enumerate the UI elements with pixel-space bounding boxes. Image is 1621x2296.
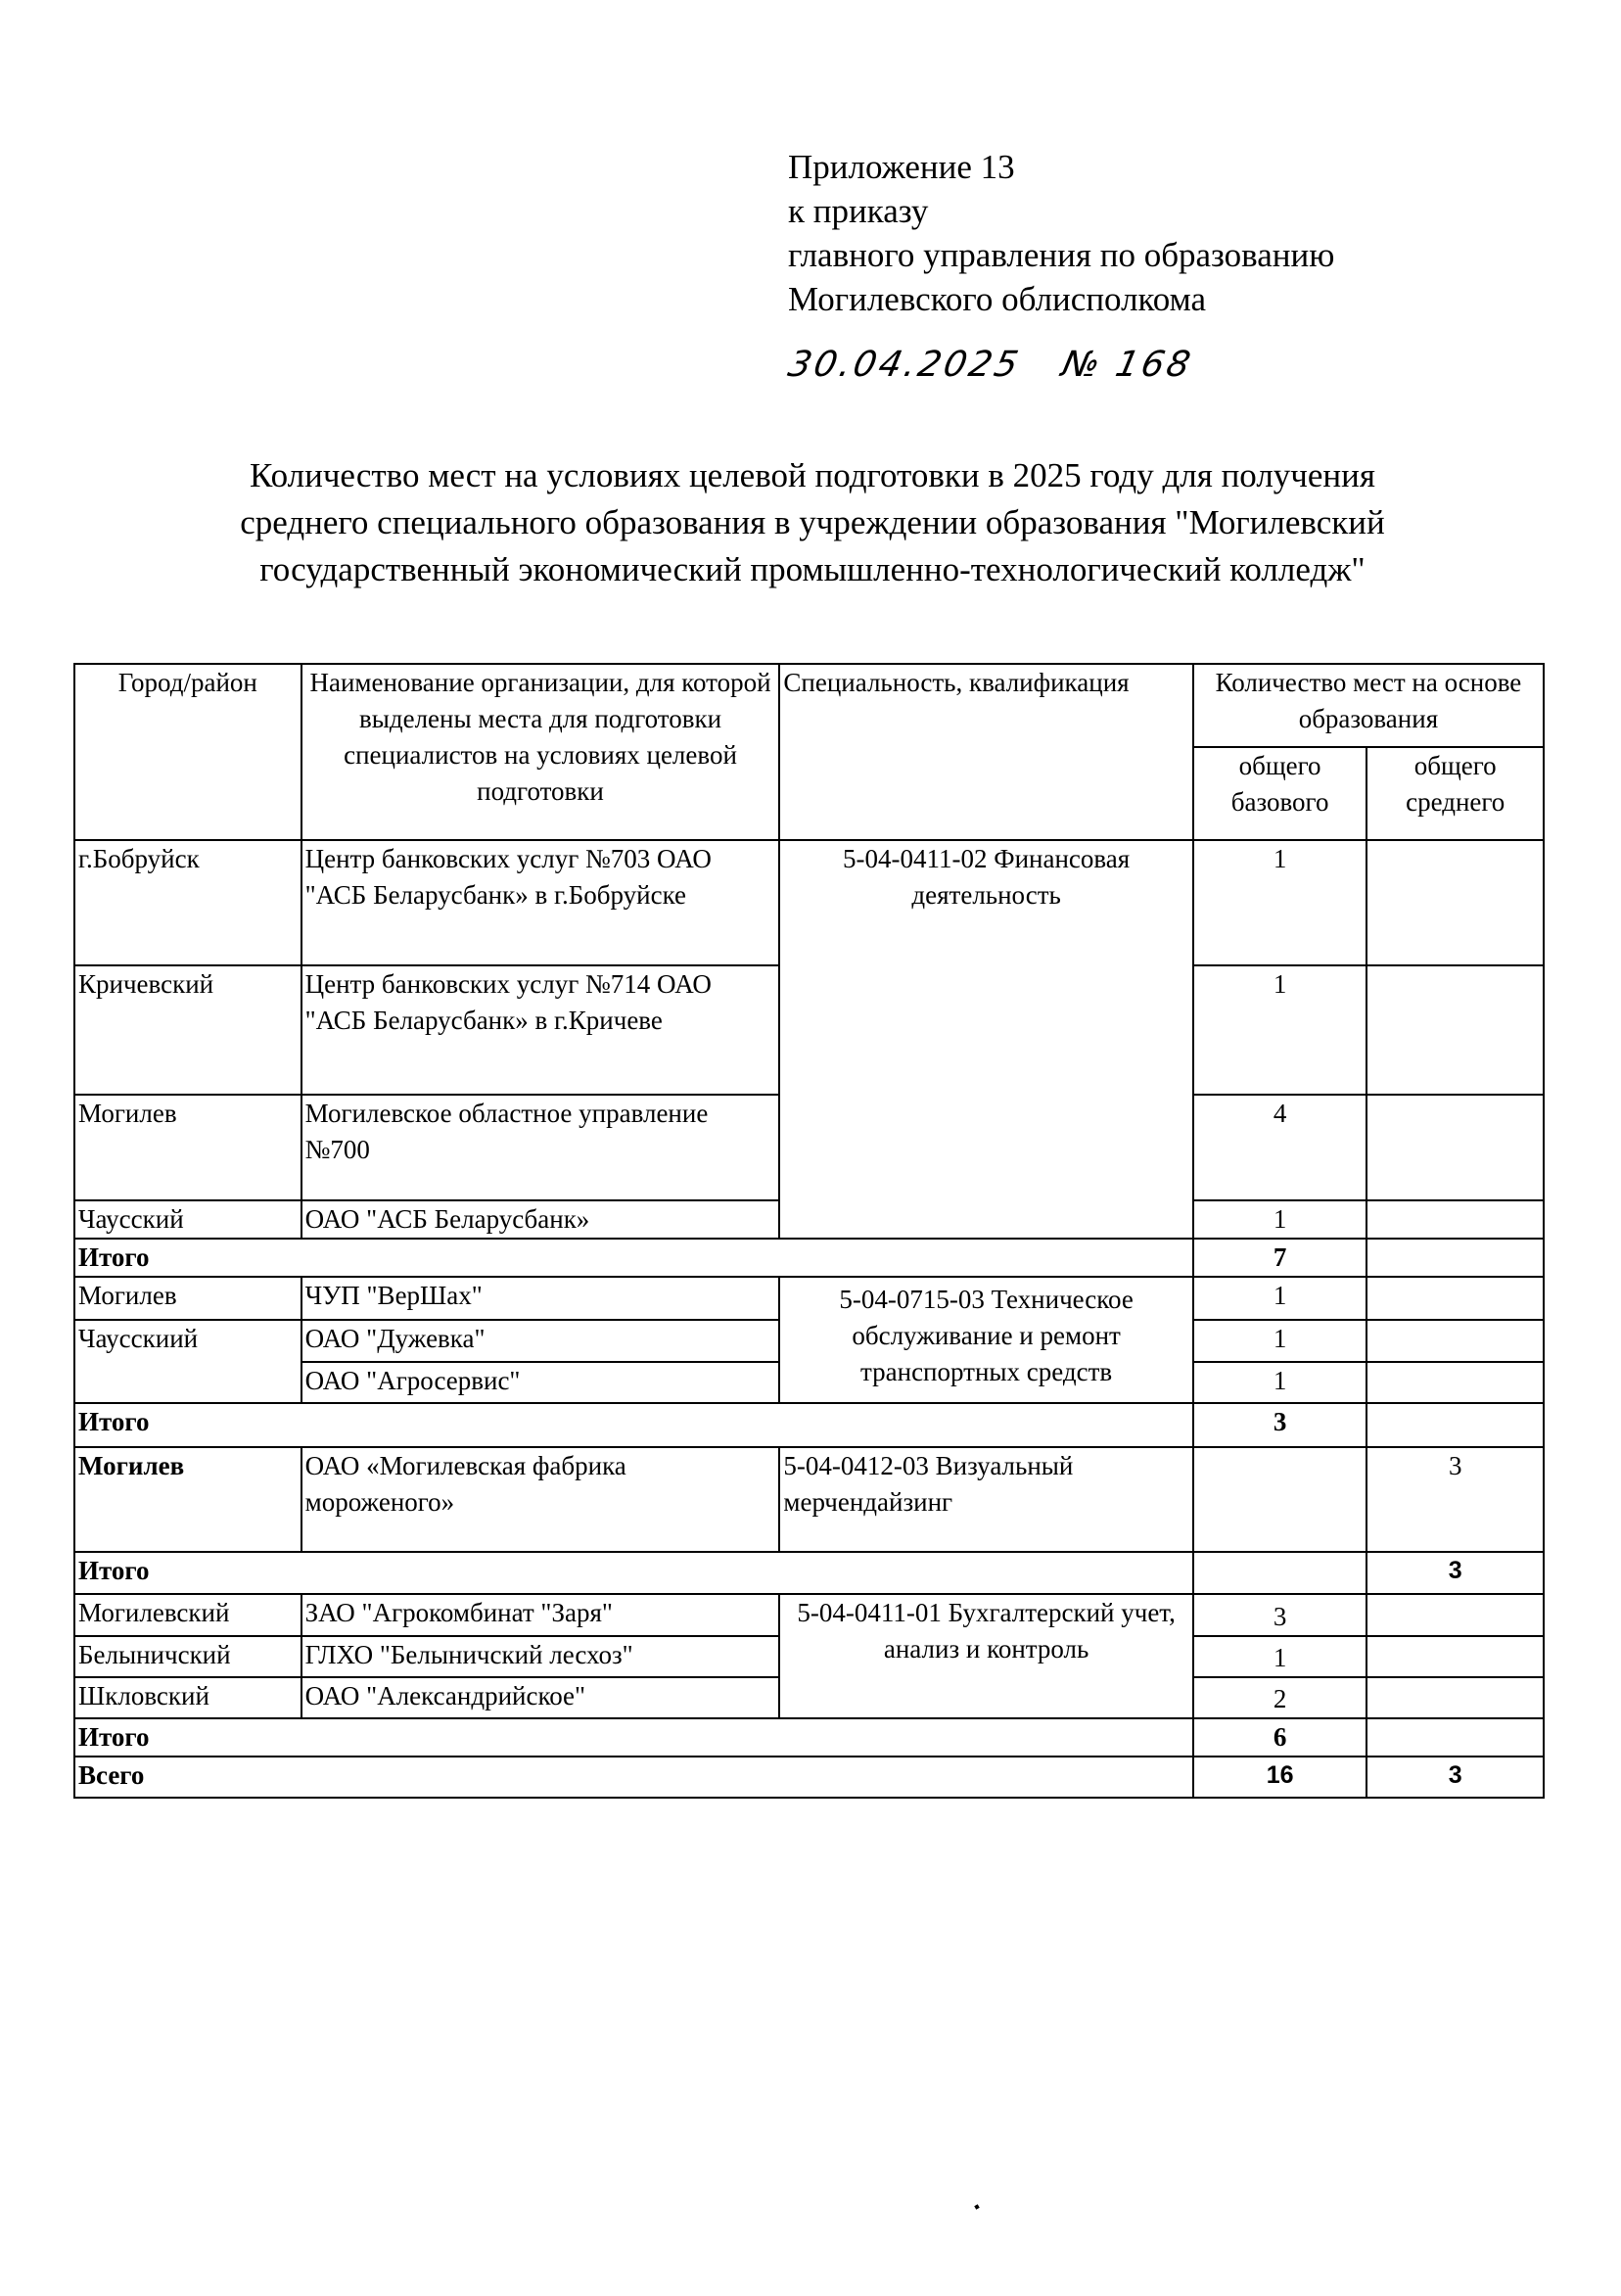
appendix-line: главного управления по образованию <box>788 236 1335 274</box>
cell-basic: 2 <box>1193 1677 1367 1718</box>
grand-total-secondary: 3 <box>1366 1757 1544 1798</box>
subtotal-secondary <box>1366 1239 1544 1277</box>
subtotal-secondary: 3 <box>1366 1552 1544 1594</box>
cell-secondary <box>1366 1636 1544 1677</box>
title-line: государственный экономический промышленно-технологический колледж" <box>259 550 1366 588</box>
subtotal-basic: 7 <box>1193 1239 1367 1277</box>
cell-organization: ОАО "Александрийское" <box>301 1677 780 1718</box>
header-city: Город/район <box>74 664 301 840</box>
cell-city: г.Бобруйск <box>74 840 301 965</box>
appendix-line: Приложение 13 <box>788 148 1015 186</box>
cell-basic: 3 <box>1193 1594 1367 1636</box>
table-row <box>74 840 1544 965</box>
header-organization: Наименование организации, для которой выделены места для подготовки специалистов на условиях целевой подготовки <box>301 664 780 840</box>
cell-basic: 1 <box>1193 965 1367 1095</box>
cell-organization: ОАО "АСБ Беларусбанк» <box>301 1200 780 1239</box>
subtotal-row <box>74 1718 1544 1757</box>
cell-city: Могилев <box>74 1095 301 1200</box>
subtotal-label: Итого <box>74 1403 1193 1447</box>
cell-specialty: 5-04-0412-03 Визуальный мерчендайзинг <box>779 1447 1192 1552</box>
cell-basic: 1 <box>1193 1320 1367 1362</box>
cell-organization: ОАО "Дужевка" <box>301 1320 780 1362</box>
cell-organization: Могилевское областное управление №700 <box>301 1095 780 1200</box>
handwritten-date-number <box>785 345 1197 385</box>
document-title <box>108 452 1517 593</box>
scan-speck <box>974 2204 979 2209</box>
header-secondary: общего среднего <box>1366 747 1544 840</box>
handwritten-number: № 168 <box>1058 345 1197 385</box>
subtotal-basic: 6 <box>1193 1718 1367 1757</box>
header-row <box>74 664 1544 747</box>
appendix-block <box>788 145 1334 321</box>
grand-total-label: Всего <box>74 1757 1193 1798</box>
cell-city: Чаусский <box>74 1200 301 1239</box>
cell-city: Могилевский <box>74 1594 301 1636</box>
cell-basic <box>1193 1447 1367 1552</box>
cell-city: Могилев <box>74 1277 301 1320</box>
cell-secondary <box>1366 840 1544 965</box>
cell-organization: Центр банковских услуг №714 ОАО "АСБ Беларусбанк» в г.Кричеве <box>301 965 780 1095</box>
subtotal-label: Итого <box>74 1239 1193 1277</box>
cell-organization: ГЛХО "Белыничский лесхоз" <box>301 1636 780 1677</box>
cell-organization: ОАО "Агросервис" <box>301 1362 780 1403</box>
cell-city: Шкловский <box>74 1677 301 1718</box>
cell-secondary <box>1366 1320 1544 1362</box>
grand-total-row <box>74 1757 1544 1798</box>
subtotal-row <box>74 1552 1544 1594</box>
cell-basic: 1 <box>1193 1277 1367 1320</box>
grand-total-basic: 16 <box>1193 1757 1367 1798</box>
cell-basic: 1 <box>1193 1362 1367 1403</box>
title-line: Количество мест на условиях целевой подготовки в 2025 году для получения <box>249 456 1375 494</box>
cell-basic: 1 <box>1193 1200 1367 1239</box>
cell-basic: 1 <box>1193 840 1367 965</box>
appendix-line: Могилевского облисполкома <box>788 280 1207 318</box>
cell-secondary <box>1366 965 1544 1095</box>
header-specialty: Специальность, квалификация <box>779 664 1192 840</box>
cell-city: Могилев <box>74 1447 301 1552</box>
cell-secondary: 3 <box>1366 1447 1544 1552</box>
cell-specialty: 5-04-0715-03 Техническое обслуживание и ремонт транспортных средств <box>779 1277 1192 1403</box>
subtotal-label: Итого <box>74 1718 1193 1757</box>
subtotal-secondary <box>1366 1718 1544 1757</box>
cell-organization: ОАО «Могилевская фабрика мороженого» <box>301 1447 780 1552</box>
handwritten-date: 30.04.2025 <box>784 345 1025 385</box>
cell-city: Кричевский <box>74 965 301 1095</box>
cell-basic: 4 <box>1193 1095 1367 1200</box>
cell-secondary <box>1366 1594 1544 1636</box>
cell-basic: 1 <box>1193 1636 1367 1677</box>
subtotal-secondary <box>1366 1403 1544 1447</box>
subtotal-row <box>74 1239 1544 1277</box>
appendix-line: к приказу <box>788 192 929 230</box>
cell-city: Белыничский <box>74 1636 301 1677</box>
cell-specialty: 5-04-0411-02 Финансовая деятельность <box>779 840 1192 1239</box>
table-row <box>74 1447 1544 1552</box>
cell-secondary <box>1366 1677 1544 1718</box>
subtotal-basic: 3 <box>1193 1403 1367 1447</box>
subtotal-basic <box>1193 1552 1367 1594</box>
subtotal-row <box>74 1403 1544 1447</box>
places-table <box>73 663 1545 1799</box>
cell-organization: Центр банковских услуг №703 ОАО "АСБ Беларусбанк» в г.Бобруйске <box>301 840 780 965</box>
cell-organization: ЗАО "Агрокомбинат "Заря" <box>301 1594 780 1636</box>
cell-secondary <box>1366 1277 1544 1320</box>
header-places: Количество мест на основе образования <box>1193 664 1544 747</box>
cell-secondary <box>1366 1095 1544 1200</box>
table-row <box>74 1594 1544 1636</box>
cell-city: Чаусскиий <box>74 1320 301 1403</box>
cell-organization: ЧУП "ВерШах" <box>301 1277 780 1320</box>
table-row <box>74 1277 1544 1320</box>
title-line: среднего специального образования в учреждении образования "Могилевский <box>240 503 1385 541</box>
subtotal-label: Итого <box>74 1552 1193 1594</box>
cell-secondary <box>1366 1200 1544 1239</box>
header-basic: общего базового <box>1193 747 1367 840</box>
cell-specialty: 5-04-0411-01 Бухгалтерский учет, анализ и контроль <box>779 1594 1192 1718</box>
cell-secondary <box>1366 1362 1544 1403</box>
